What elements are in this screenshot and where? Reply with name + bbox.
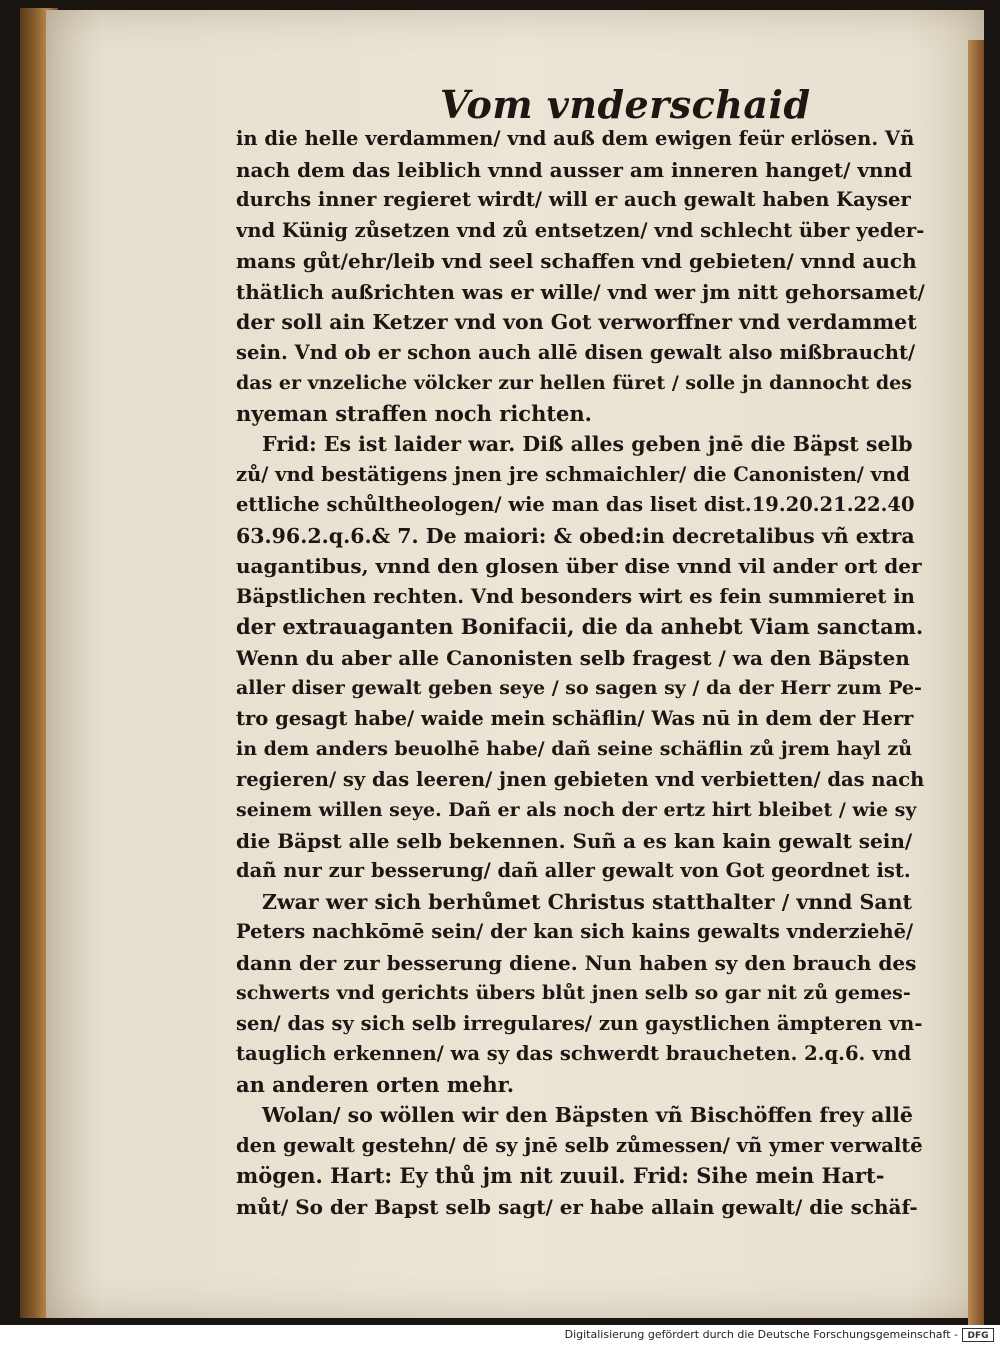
text-line: sen/ das sy sich selb irregulares/ zun gaystlichen ämpteren vn- [236, 1011, 923, 1035]
text-line: durchs inner regieret wirdt/ will er auch gewalt haben Kayser [236, 188, 911, 211]
text-line: 63.96.2.q.6.& 7. De maiori: & obed:in decretalibus vñ extra [236, 523, 915, 548]
text-line: uagantibus, vnnd den glosen über dise vnnd vil ander ort der [236, 554, 922, 578]
text-line: aller diser gewalt geben seye / so sagen sy / da der Herr zum Pe- [236, 677, 922, 699]
text-line: Wenn du aber alle Canonisten selb fragest / wa den Bäpsten [236, 645, 910, 670]
footer-bar [0, 1325, 1000, 1346]
text-line: tauglich erkennen/ wa sy das schwerdt braucheten. 2.q.6. vnd [236, 1042, 912, 1065]
text-line: tro gesagt habe/ waide mein schäflin/ Was nū in dem der Herr [236, 706, 914, 730]
text-line: den gewalt gestehn/ dē sy jnē selb zůmessen/ vñ ymer verwaltē [236, 1133, 923, 1157]
text-line: das er vnzeliche völcker zur hellen füret / solle jn dannocht des [236, 372, 912, 394]
text-line: der extrauaganten Bonifacii, die da anhebt Viam sanctam. [236, 614, 924, 639]
text-line: nach dem das leiblich vnnd ausser am inneren hanget/ vnnd [236, 157, 913, 182]
text-line: Peters nachkōmē sein/ der kan sich kains gewalts vnderziehē/ [236, 920, 914, 943]
text-line: die Bäpst alle selb bekennen. Suñ a es kan kain gewalt sein/ [236, 828, 913, 853]
text-line: in dem anders beuolhē habe/ dañ seine schäflin zů jrem hayl zů [236, 738, 913, 760]
text-line: mans gůt/ehr/leib vnd seel schaffen vnd gebieten/ vnnd auch [236, 249, 917, 273]
text-line: dañ nur zur besserung/ dañ aller gewalt von Got geordnet ist. [236, 859, 911, 882]
text-line: Wolan/ so wöllen wir den Bäpsten vñ Bischöffen frey allē [262, 1103, 913, 1127]
text-line: regieren/ sy das leeren/ jnen gebieten vnd verbietten/ das nach [236, 767, 925, 791]
text-line: ettliche schůltheologen/ wie man das liset dist.19.20.21.22.40 [236, 493, 915, 516]
text-line: zů/ vnd bestätigens jnen jre schmaichler/ die Canonisten/ vnd [236, 462, 910, 486]
dfg-logo: DFG [962, 1328, 994, 1342]
funding-notice: Digitalisierung gefördert durch die Deutsche Forschungsgemeinschaft - [564, 1328, 958, 1341]
text-line: thätlich außrichten was er wille/ vnd wer jm nitt gehorsamet/ [236, 279, 925, 304]
text-line: Frid: Es ist laider war. Diß alles geben jnē die Bäpst selb [262, 432, 913, 456]
text-line: an anderen orten mehr. [236, 1071, 515, 1097]
text-line: schwerts vnd gerichts übers blůt jnen selb so gar nit zů gemes- [236, 982, 911, 1004]
text-line: vnd Künig zůsetzen vnd zů entsetzen/ vnd schlecht über yeder- [236, 218, 925, 242]
text-line: sein. Vnd ob er schon auch allē disen gewalt also mißbraucht/ [236, 340, 916, 364]
text-line: der soll ain Ketzer vnd von Got verworffner vnd verdammet [236, 310, 917, 334]
text-line: seinem willen seye. Dañ er als noch der ertz hirt bleibet / wie sy [236, 799, 917, 821]
text-line: mögen. Hart: Ey thů jm nit zuuil. Frid: Sihe mein Hart- [236, 1163, 885, 1188]
text-line: Zwar wer sich berhůmet Christus statthalter / vnnd Sant [262, 889, 912, 914]
text-line: nyeman straffen noch richten. [236, 400, 592, 426]
page-edge [968, 40, 984, 1325]
text-line: in die helle verdammen/ vnd auß dem ewigen feür erlösen. Vñ [236, 127, 915, 150]
text-line: dann der zur besserung diene. Nun haben sy den brauch des [236, 950, 917, 975]
body-text [236, 124, 926, 1222]
text-line: můt/ So der Bapst selb sagt/ er habe allain gewalt/ die schäf- [236, 1194, 918, 1219]
text-line: Bäpstlichen rechten. Vnd besonders wirt es fein summieret in [236, 584, 915, 608]
running-head: Vom vnderschaid [440, 82, 811, 127]
